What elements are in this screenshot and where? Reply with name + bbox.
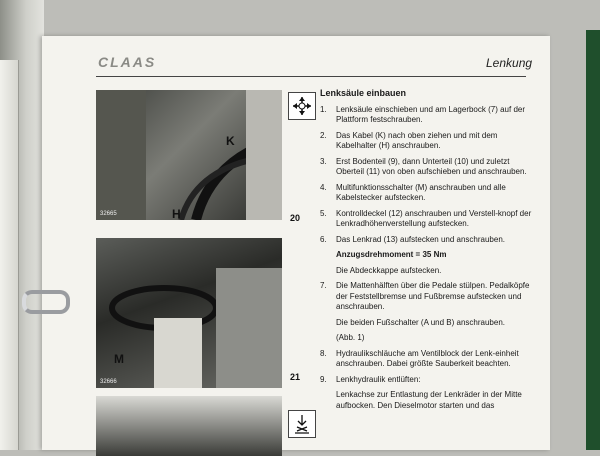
list-item: 2. Das Kabel (K) nach oben ziehen und mit dem Kabelhalter (H) anschrauben. [320, 130, 498, 150]
vent-note: Lenkachse zur Entlastung der Lenkräder in der Mitte aufbocken. Den Dieselmotor starten und das [336, 390, 522, 410]
assembly-icon [288, 92, 316, 120]
section-heading: Lenksäule einbauen [320, 88, 407, 98]
list-item: 4. Multifunktionsschalter (M) anschrauben und alle Kabelstecker aufstecken. [320, 182, 506, 202]
torque-value: Anzugsdrehmoment = 35 Nm [336, 250, 447, 259]
steering-column-illustration [96, 90, 282, 220]
label-h: H [172, 207, 181, 221]
list-item: 1. Lenksäule einschieben und am Lagerbock (7) auf der Plattform festschrauben. [320, 104, 526, 124]
figure-number: 20 [290, 213, 301, 223]
figure-number: 21 [290, 372, 301, 382]
list-item: 9. Lenkhydraulik entlüften: [320, 374, 421, 384]
figure-photo-partial [96, 396, 282, 456]
switch-note: Die beiden Fußschalter (A und B) anschrauben. [336, 317, 505, 327]
brand-logo: CLAAS [98, 54, 157, 70]
binder-edge [0, 60, 19, 450]
binder-spine [586, 30, 600, 450]
section-title: Lenkung [486, 56, 533, 70]
instruction-column [320, 88, 532, 416]
label-k: K [226, 134, 235, 148]
figure-reference: (Abb. 1) [336, 333, 365, 342]
venting-icon [288, 410, 316, 438]
figure-20-photo [96, 90, 282, 220]
binder-ring [22, 290, 70, 314]
photo-id: 32665 [100, 211, 117, 217]
photo-id: 32666 [100, 379, 117, 385]
list-item: 6. Das Lenkrad (13) aufstecken und anschrauben. [320, 234, 505, 244]
list-item: 5. Kontrolldeckel (12) anschrauben und Verstell-knopf der Lenkradhöhenverstellung aufstecken. [320, 208, 532, 228]
header-rule [96, 76, 526, 77]
cap-note: Die Abdeckkappe aufstecken. [336, 265, 442, 275]
label-m: M [114, 352, 124, 366]
list-item: 3. Erst Bodenteil (9), dann Unterteil (10) und zuletzt Oberteil (11) von oben aufschieben und anschrauben. [320, 156, 527, 176]
list-item: 8. Hydraulikschläuche am Ventilblock der Lenk-einheit anschrauben. Dabei größte Sauberkeit beachten. [320, 348, 519, 368]
list-item: 7. Die Mattenhälften über die Pedale stülpen. Pedalköpfe der Feststellbremse und Fußbremse aufstecken und anschrauben. [320, 281, 530, 311]
